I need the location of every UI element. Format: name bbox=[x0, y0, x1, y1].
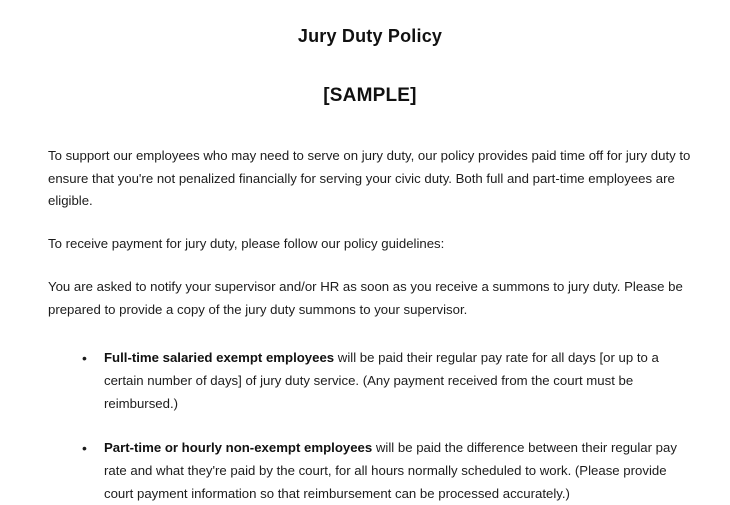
paragraph-intro: To support our employees who may need to serve on jury duty, our policy provides paid time off for jury duty to ensure that you're not penalized financially for serving your civic duty. Both full and part-time employees are eligible. bbox=[48, 148, 691, 209]
list-item bbox=[82, 347, 692, 415]
paragraph-guidelines: To receive payment for jury duty, please follow our policy guidelines: bbox=[48, 236, 445, 252]
bullet-lead: Part-time or hourly non-exempt employees bbox=[104, 440, 373, 456]
bullet-text: will be paid the difference between their regular pay rate and what they're paid by the court, for all hours normally scheduled to work. (Please provide court payment information so that reimbursement can be processed accurately.) bbox=[104, 440, 677, 501]
bullet-text: will be paid their regular pay rate for all days [or up to a certain number of days] of jury duty service. (Any payment received from the court must be reimbursed.) bbox=[104, 350, 659, 411]
paragraph-notify: You are asked to notify your supervisor and/or HR as soon as you receive a summons to jury duty. Please be prepared to provide a copy of the jury duty summons to your supervisor. bbox=[48, 278, 683, 317]
page-title: Jury Duty Policy bbox=[297, 26, 443, 46]
bullet-lead: Full-time salaried exempt employees bbox=[104, 350, 335, 366]
policy-bullet-list bbox=[48, 347, 692, 505]
document-body bbox=[48, 145, 692, 505]
page-subtitle: [SAMPLE] bbox=[323, 85, 417, 106]
list-item bbox=[82, 437, 692, 505]
